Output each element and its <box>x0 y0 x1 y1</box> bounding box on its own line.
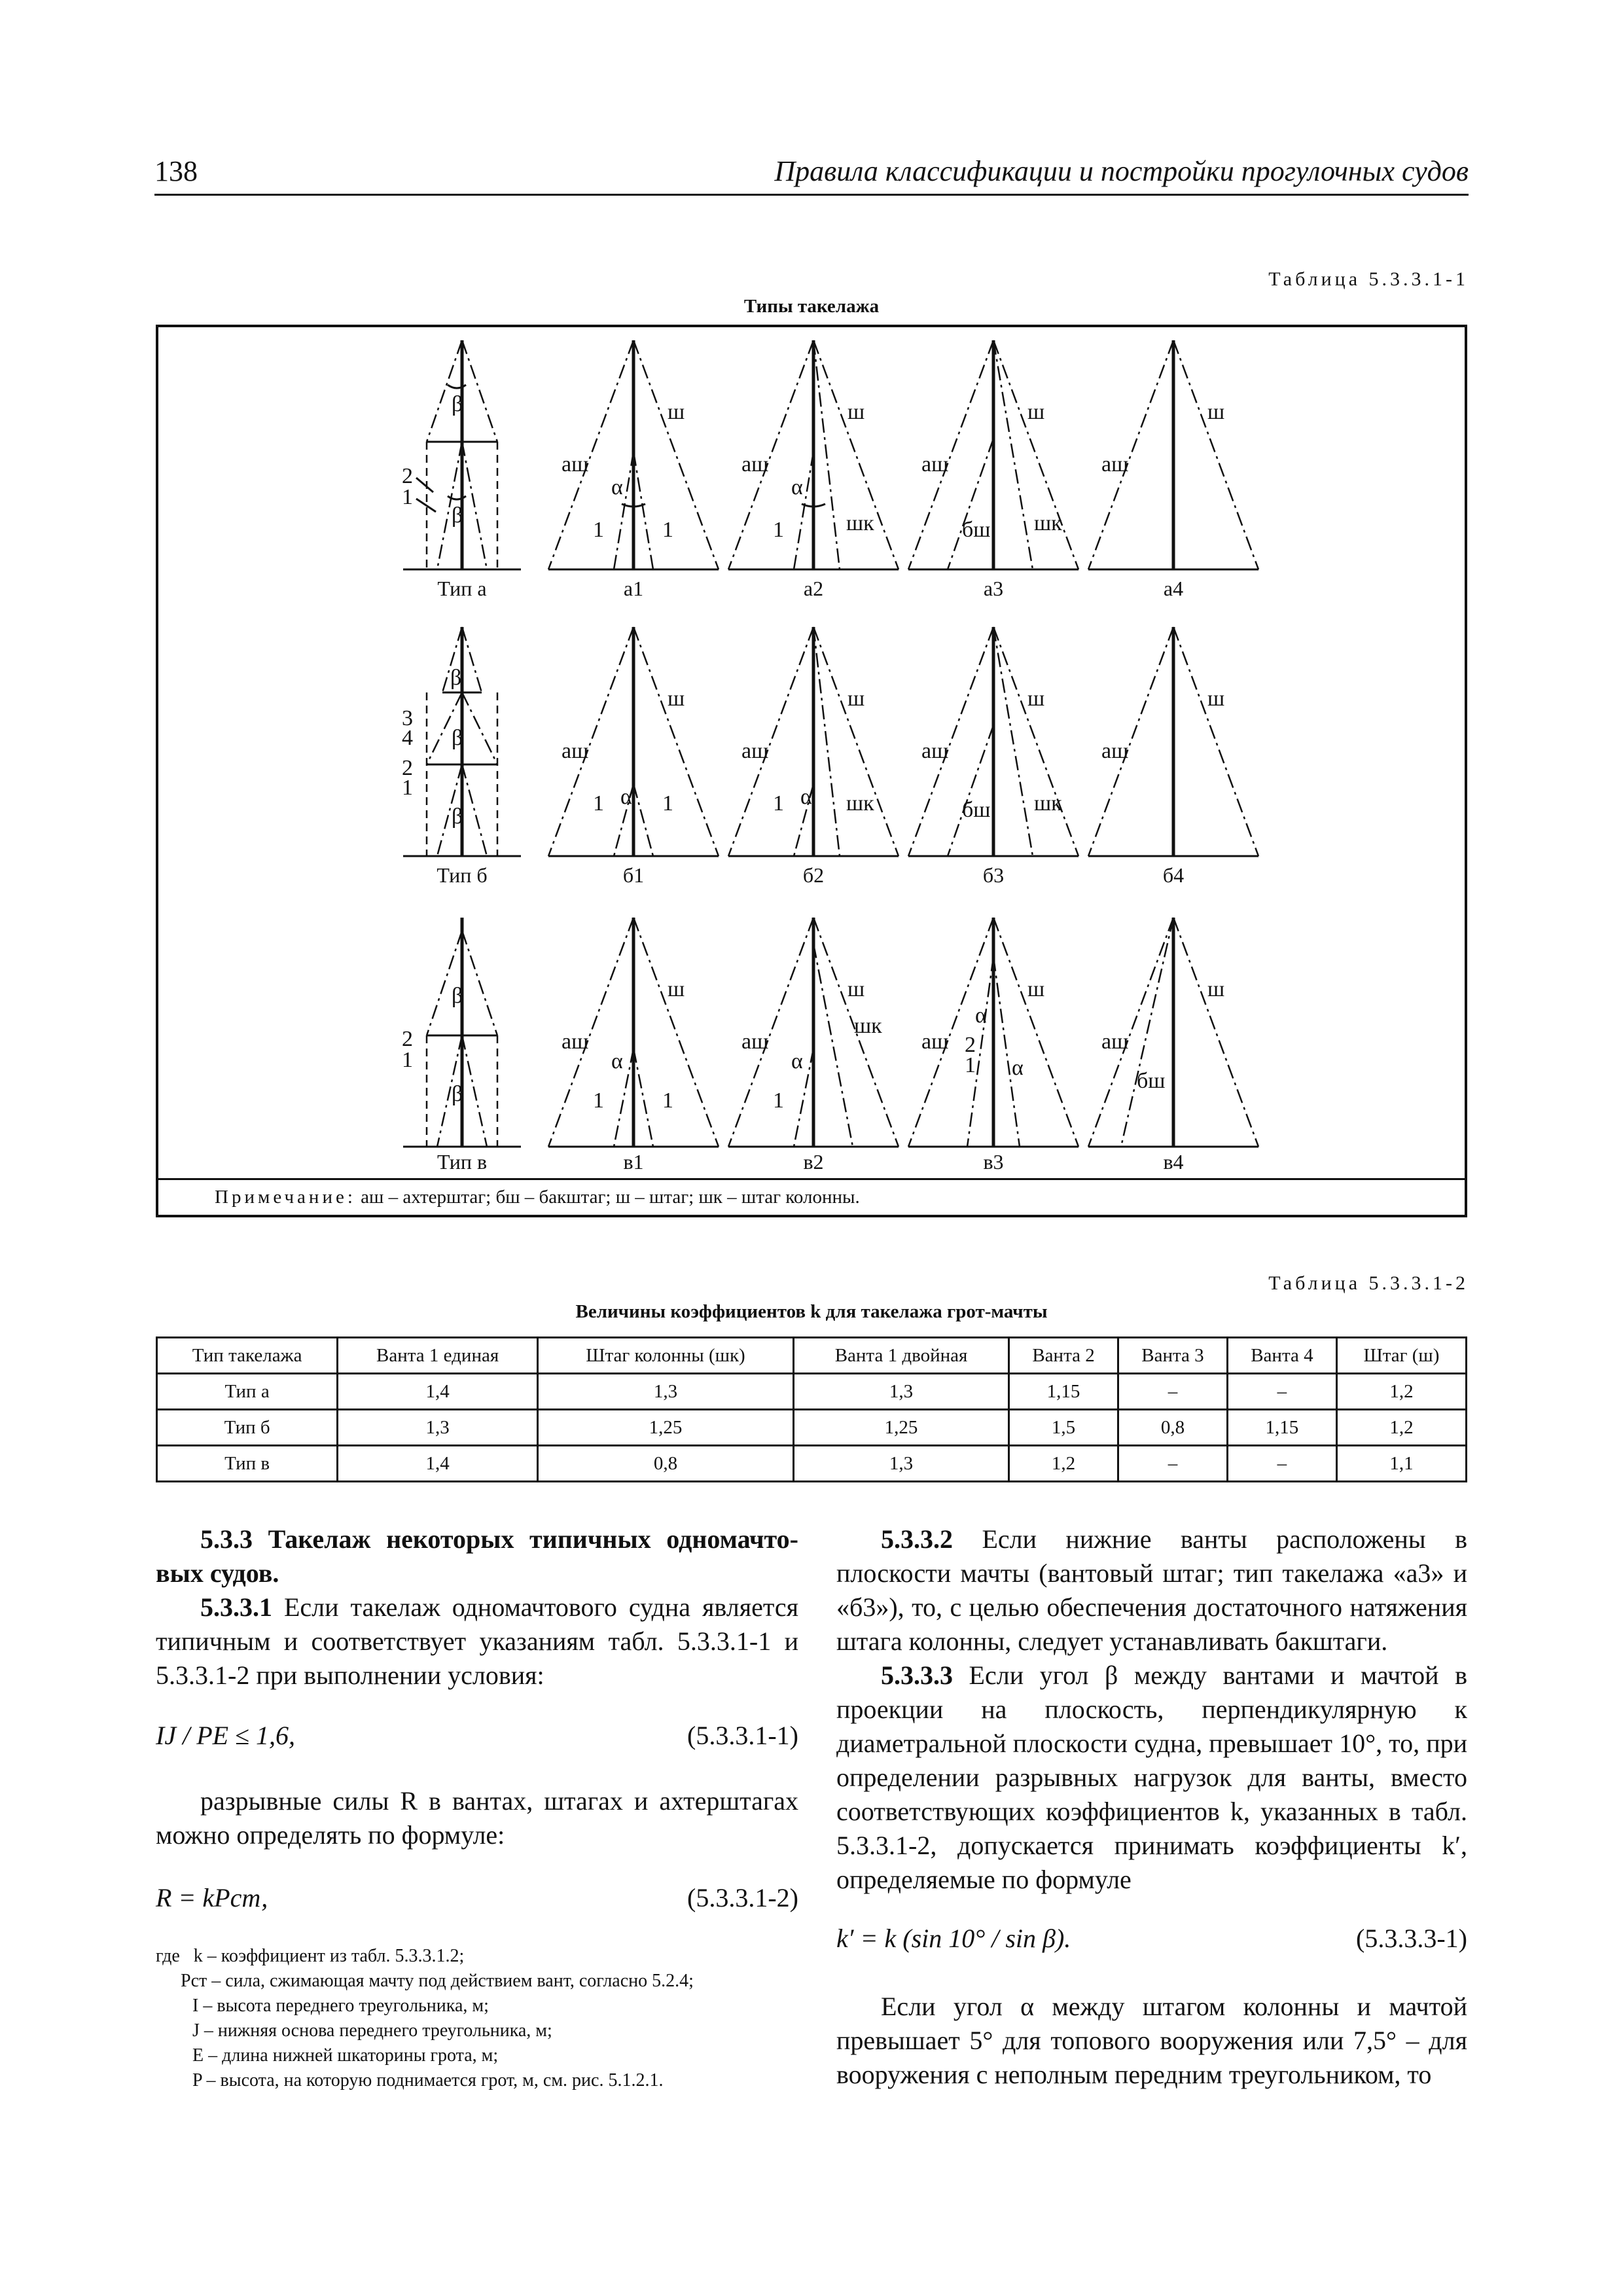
definitions: где k – коэффициент из табл. 5.3.3.1.2; Pст – сила, сжимающая мачту под действием вант, согласно 5.2.4; I – высота переднего треугольника, м; J – нижняя основа переднего треугольника, м; E – длина нижней шкаторины грота, м; P – высота, на которую поднимается грот, м, см. рис. 5.1.2.1. <box>156 1946 694 2090</box>
svg-text:1: 1 <box>662 791 673 816</box>
note-text: аш – ахтерштаг; бш – бакштаг; ш – штаг; шк – штаг колонны. <box>355 1187 860 1208</box>
column-header: Штаг (ш) <box>1336 1338 1466 1374</box>
label-b3: б3 <box>982 863 1005 887</box>
label-type-b: Тип б <box>437 863 488 887</box>
svg-text:α: α <box>611 475 623 499</box>
row-2-diagrams <box>402 627 1258 887</box>
table1-title: Типы такелажа <box>743 296 880 317</box>
table-cell: 1,2 <box>1009 1446 1118 1482</box>
paragraph-5-3-3-3: 5.3.3.3 Если угол β между вантами и мачтой в проекции на плоскость, перпендикулярную к диаметральной плоскости судна, превышает 10°, то, при определении разрывных нагрузок для ванты, вместо соответствующих коэффициентов k, указанных в табл. 5.3.3.1-2, допускается принимать коэффициенты k′, определяемые по формуле <box>836 1660 1468 1894</box>
table-header-row <box>157 1338 1467 1374</box>
svg-text:1: 1 <box>402 1048 413 1072</box>
table2-title: Величины коэффициентов k для такелажа грот-мачты <box>575 1301 1048 1322</box>
svg-text:ш: ш <box>1207 400 1225 424</box>
svg-text:1: 1 <box>662 1088 673 1113</box>
svg-text:шк: шк <box>1034 511 1062 535</box>
svg-text:1: 1 <box>773 791 784 816</box>
svg-text:ш: ш <box>1207 977 1225 1001</box>
table-cell: 1,3 <box>793 1446 1008 1482</box>
table-cell: – <box>1227 1446 1336 1482</box>
svg-text:β: β <box>452 392 463 416</box>
table-cell: 1,25 <box>537 1410 793 1446</box>
paragraph-5-3-3-2: 5.3.3.2 Если нижние ванты расположены в плоскости мачты (вантовый штаг; тип такелажа «а3» и «б3»), то, с целью обеспечения достаточного натяжения штага колонны, следует устанавливать бакштаги. <box>836 1524 1468 1656</box>
svg-text:аш: аш <box>1101 1030 1129 1054</box>
svg-text:аш: аш <box>921 452 949 476</box>
section-heading: 5.3.3 Такелаж некоторых типичных одномачто-вых судов. <box>156 1524 798 1588</box>
label-a2: а2 <box>803 577 824 600</box>
table-cell: – <box>1118 1374 1228 1410</box>
svg-text:2: 2 <box>402 464 413 488</box>
label-v3: в3 <box>983 1150 1004 1174</box>
table-cell: – <box>1118 1446 1228 1482</box>
svg-text:β: β <box>452 726 463 750</box>
svg-text:α: α <box>800 785 812 809</box>
svg-text:1: 1 <box>965 1053 976 1077</box>
table-cell: 1,3 <box>338 1410 538 1446</box>
svg-text:α: α <box>791 1049 803 1073</box>
column-header: Ванта 2 <box>1009 1338 1118 1374</box>
label-v4: в4 <box>1163 1150 1184 1174</box>
table-cell: – <box>1227 1374 1336 1410</box>
column-header: Ванта 3 <box>1118 1338 1228 1374</box>
column-header: Ванта 1 единая <box>338 1338 538 1374</box>
label-a4: а4 <box>1163 577 1184 600</box>
svg-text:шк: шк <box>846 791 874 816</box>
svg-text:ш: ш <box>668 977 685 1001</box>
table-cell: 1,3 <box>793 1374 1008 1410</box>
column-header: Ванта 1 двойная <box>793 1338 1008 1374</box>
table-cell: 0,8 <box>537 1446 793 1482</box>
svg-text:β: β <box>452 503 463 528</box>
svg-text:ш: ш <box>847 400 865 424</box>
svg-text:ш: ш <box>1027 977 1045 1001</box>
svg-text:аш: аш <box>741 452 769 476</box>
svg-text:1: 1 <box>402 485 413 509</box>
label-v1: в1 <box>623 1150 644 1174</box>
table-row <box>157 1374 1467 1410</box>
svg-text:аш: аш <box>921 739 949 763</box>
header-rule <box>154 194 1469 196</box>
label-b1: б1 <box>622 863 645 887</box>
page-number: 138 <box>154 155 198 187</box>
label-v2: в2 <box>803 1150 824 1174</box>
svg-text:4: 4 <box>402 726 413 750</box>
svg-text:β: β <box>452 804 463 829</box>
svg-text:аш: аш <box>562 452 589 476</box>
figure-note <box>156 1178 1467 1217</box>
svg-text:1: 1 <box>773 1088 784 1113</box>
svg-text:аш: аш <box>1101 452 1129 476</box>
rigging-diagrams <box>156 325 1467 1178</box>
svg-text:ш: ш <box>668 400 685 424</box>
svg-text:1: 1 <box>593 518 604 542</box>
table1-caption: Таблица 5.3.3.1-1 <box>1268 268 1469 290</box>
note-prefix: Примечание: <box>215 1187 356 1208</box>
svg-text:аш: аш <box>1101 739 1129 763</box>
paragraph-alpha: Если угол α между штагом колонны и мачтой превышает 5° для топового вооружения или 7,5° – для вооружения с неполным передним треугольником, то <box>836 1992 1467 2089</box>
svg-text:ш: ш <box>1027 687 1045 711</box>
coefficients-table <box>156 1336 1467 1482</box>
svg-text:аш: аш <box>921 1030 949 1054</box>
svg-text:β: β <box>450 666 462 690</box>
table-cell: 1,2 <box>1336 1374 1466 1410</box>
table-cell: 1,4 <box>338 1374 538 1410</box>
running-title: Правила классификации и постройки прогулочных судов <box>774 155 1469 187</box>
table-cell: 1,5 <box>1009 1410 1118 1446</box>
table2-caption: Таблица 5.3.3.1-2 <box>1268 1272 1469 1294</box>
svg-text:1: 1 <box>402 776 413 800</box>
svg-text:1: 1 <box>662 518 673 542</box>
svg-text:α: α <box>791 475 803 499</box>
table-cell: 1,15 <box>1009 1374 1118 1410</box>
label-b4: б4 <box>1162 863 1185 887</box>
svg-text:бш: бш <box>962 518 991 542</box>
table-cell: 1,2 <box>1336 1410 1466 1446</box>
label-type-v: Тип в <box>437 1150 488 1174</box>
formula-2: R = kPст, (5.3.3.1-2) <box>156 1883 798 1912</box>
svg-text:2: 2 <box>402 1027 413 1051</box>
svg-text:1: 1 <box>773 518 784 542</box>
svg-text:3: 3 <box>402 706 413 730</box>
table-cell: 1,25 <box>793 1410 1008 1446</box>
table-cell: 1,4 <box>338 1446 538 1482</box>
svg-text:ш: ш <box>1027 400 1045 424</box>
left-column <box>156 1522 798 2093</box>
table-cell: Тип а <box>157 1374 338 1410</box>
svg-text:α: α <box>975 1003 987 1028</box>
paragraph-5-3-3-1: 5.3.3.1 Если такелаж одномачтового судна является типичным и соответствует указаниям табл. 5.3.3.1-1 и 5.3.3.1-2 при выполнении условия: <box>156 1592 798 1690</box>
label-a3: а3 <box>983 577 1004 600</box>
svg-text:бш: бш <box>1137 1069 1166 1093</box>
table-row <box>157 1410 1467 1446</box>
table-cell: 1,3 <box>537 1374 793 1410</box>
svg-text:аш: аш <box>741 1030 769 1054</box>
paragraph-forces: разрывные силы R в вантах, штагах и ахтерштагах можно определять по формуле: <box>156 1786 798 1850</box>
svg-text:1: 1 <box>593 791 604 816</box>
svg-text:α: α <box>1012 1056 1024 1080</box>
svg-text:α: α <box>620 785 632 809</box>
svg-text:шк: шк <box>846 511 874 535</box>
svg-text:аш: аш <box>562 1030 589 1054</box>
svg-text:ш: ш <box>847 977 865 1001</box>
svg-text:аш: аш <box>562 739 589 763</box>
svg-text:ш: ш <box>1207 687 1225 711</box>
svg-text:β: β <box>452 984 463 1008</box>
svg-text:бш: бш <box>962 798 991 822</box>
svg-text:шк: шк <box>1034 791 1062 816</box>
label-type-a: Тип а <box>437 577 487 600</box>
svg-text:аш: аш <box>741 739 769 763</box>
formula-3: k′ = k (sin 10° / sin β). (5.3.3.3-1) <box>836 1924 1467 1953</box>
label-b2: б2 <box>802 863 825 887</box>
table-cell: 1,15 <box>1227 1410 1336 1446</box>
svg-text:β: β <box>452 1082 463 1106</box>
column-header: Тип такелажа <box>157 1338 338 1374</box>
column-header: Штаг колонны (шк) <box>537 1338 793 1374</box>
svg-text:1: 1 <box>593 1088 604 1113</box>
formula-1: IJ / PE ≤ 1,6, (5.3.3.1-1) <box>156 1721 798 1750</box>
table-cell: Тип в <box>157 1446 338 1482</box>
column-header: Ванта 4 <box>1227 1338 1336 1374</box>
table-cell: 1,1 <box>1336 1446 1466 1482</box>
svg-text:ш: ш <box>668 687 685 711</box>
svg-text:ш: ш <box>847 687 865 711</box>
svg-text:α: α <box>611 1049 623 1073</box>
table-cell: Тип б <box>157 1410 338 1446</box>
row-3-diagrams <box>402 918 1258 1174</box>
svg-text:2: 2 <box>965 1033 976 1057</box>
svg-text:шк: шк <box>854 1014 882 1038</box>
svg-text:2: 2 <box>402 756 413 780</box>
label-a1: а1 <box>623 577 644 600</box>
table-row <box>157 1446 1467 1482</box>
row-1-diagrams <box>402 340 1258 600</box>
right-column <box>836 1522 1467 2092</box>
table-cell: 0,8 <box>1118 1410 1228 1446</box>
